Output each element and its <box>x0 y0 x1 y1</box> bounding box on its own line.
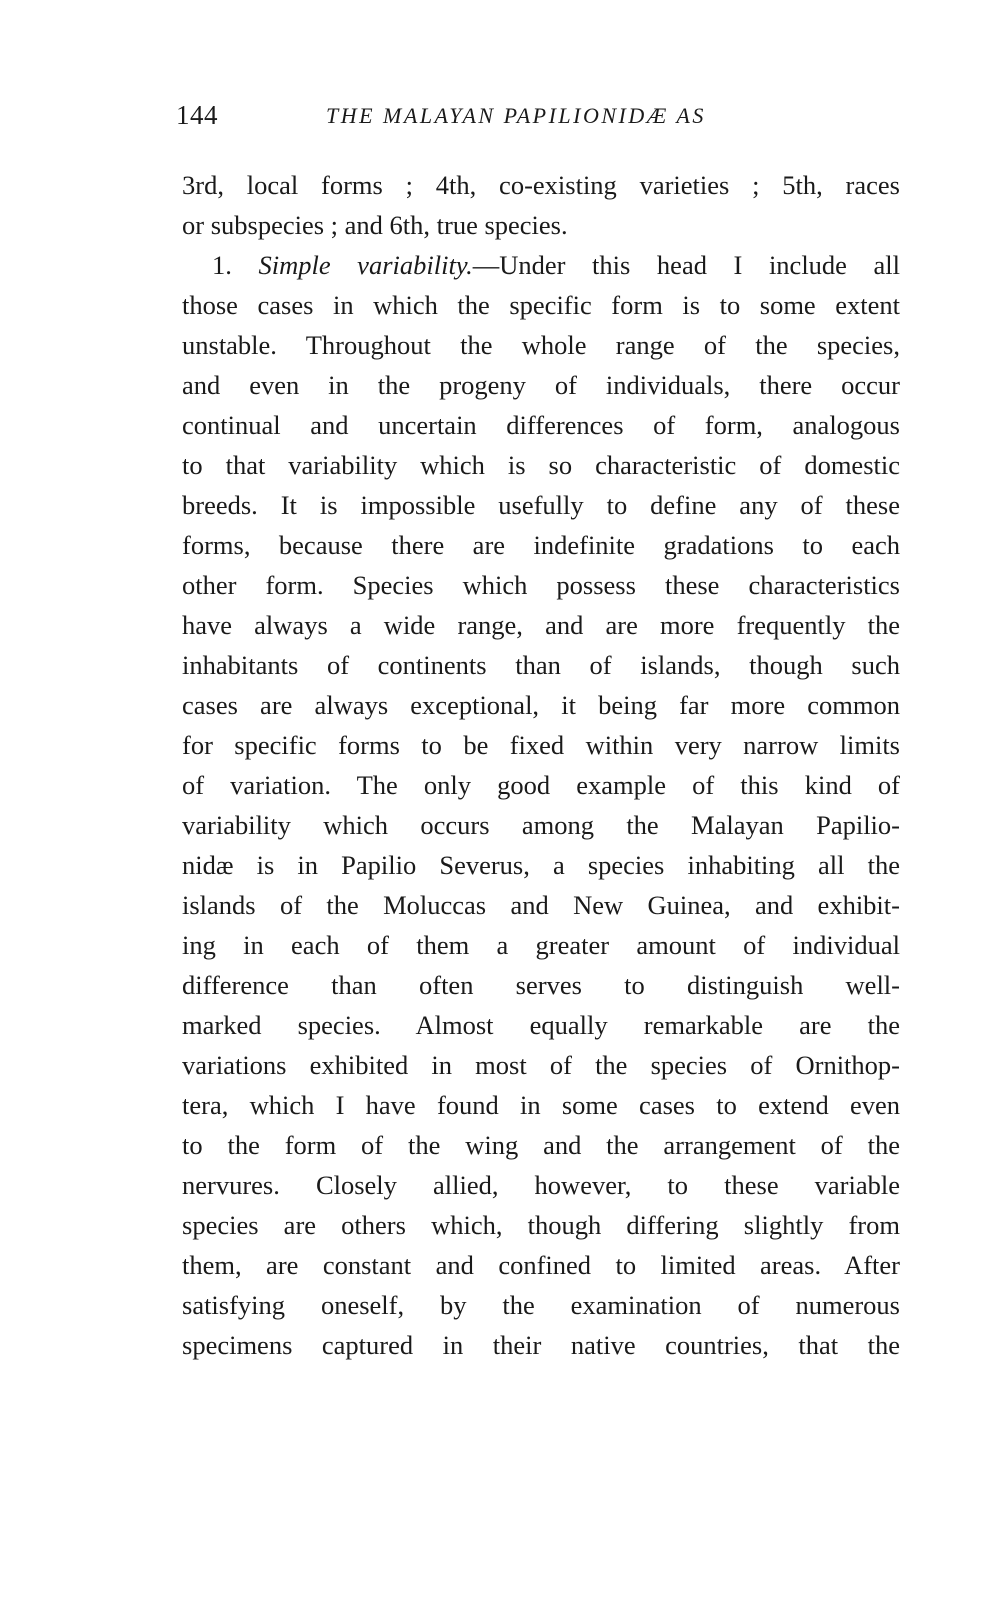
text-line: those cases in which the specific form is to some extent <box>182 290 900 320</box>
running-head <box>176 100 916 140</box>
body-text <box>182 165 900 1365</box>
text-line: tera, which I have found in some cases to extend even <box>182 1090 900 1120</box>
text-line: breeds. It is impossible usefully to define any of these <box>182 490 900 520</box>
section-number: 1. <box>212 250 232 280</box>
section-first-line-text: —Under this head I include all <box>472 250 900 280</box>
text-line: or subspecies ; and 6th, true species. <box>182 210 568 240</box>
text-line: forms, because there are indefinite gradations to each <box>182 530 900 560</box>
text-line: variability which occurs among the Malayan Papilio- <box>182 810 900 840</box>
text-line: unstable. Throughout the whole range of the species, <box>182 330 900 360</box>
text-line: and even in the progeny of individuals, there occur <box>182 370 900 400</box>
text-line: 3rd, local forms ; 4th, co-existing varieties ; 5th, races <box>182 170 900 200</box>
text-line: species are others which, though differing slightly from <box>182 1210 900 1240</box>
text-line: nidæ is in Papilio Severus, a species inhabiting all the <box>182 850 900 880</box>
text-line: of variation. The only good example of this kind of <box>182 770 900 800</box>
text-line: variations exhibited in most of the species of Ornithop- <box>182 1050 900 1080</box>
text-line: specimens captured in their native countries, that the <box>182 1330 900 1360</box>
page-number: 144 <box>176 100 218 130</box>
text-line: to the form of the wing and the arrangement of the <box>182 1130 900 1160</box>
text-line: marked species. Almost equally remarkable are the <box>182 1010 900 1040</box>
text-line: continual and uncertain differences of form, analogous <box>182 410 900 440</box>
text-line: islands of the Moluccas and New Guinea, and exhibit- <box>182 890 900 920</box>
text-line: other form. Species which possess these characteristics <box>182 570 900 600</box>
text-line: cases are always exceptional, it being far more common <box>182 690 900 720</box>
text-line: to that variability which is so characteristic of domestic <box>182 450 900 480</box>
running-title: THE MALAYAN PAPILIONIDÆ AS <box>326 103 706 128</box>
text-line: satisfying oneself, by the examination of numerous <box>182 1290 900 1320</box>
text-line: have always a wide range, and are more frequently the <box>182 610 900 640</box>
text-line: inhabitants of continents than of islands, though such <box>182 650 900 680</box>
section-heading-line <box>182 245 900 285</box>
text-line: them, are constant and confined to limited areas. After <box>182 1250 900 1280</box>
text-line: difference than often serves to distinguish well- <box>182 970 900 1000</box>
text-line: ing in each of them a greater amount of individual <box>182 930 900 960</box>
text-line: nervures. Closely allied, however, to these variable <box>182 1170 900 1200</box>
text-line: for specific forms to be fixed within very narrow limits <box>182 730 900 760</box>
section-title: Simple variability. <box>258 250 473 280</box>
